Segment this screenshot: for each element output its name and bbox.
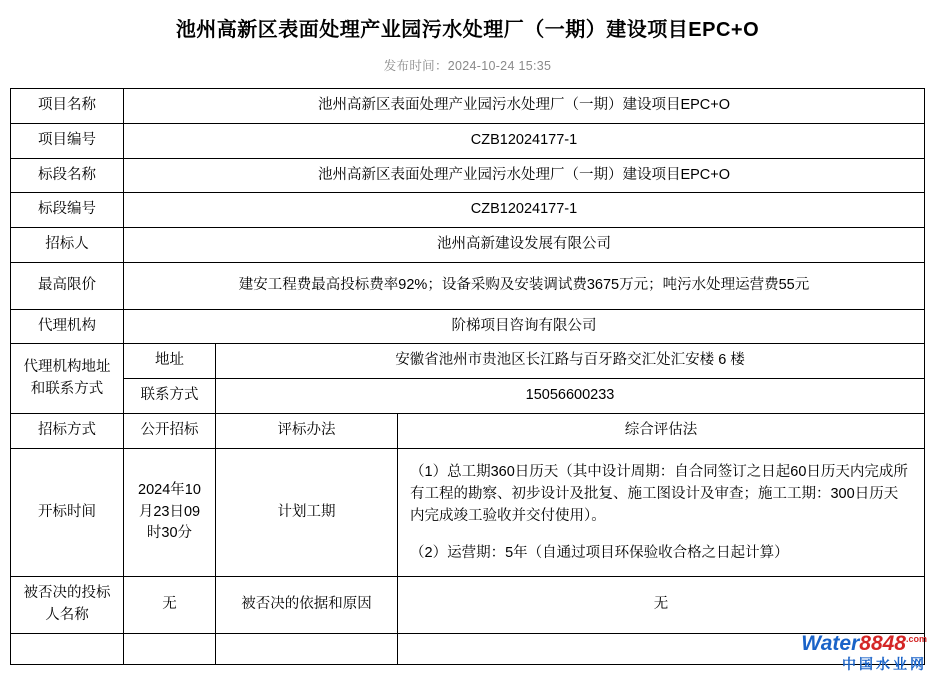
eval-method-value: 综合评估法 xyxy=(398,413,925,448)
rejected-bidder-label: 被否决的投标人名称 xyxy=(11,577,124,634)
section-number-value: CZB12024177-1 xyxy=(124,193,925,228)
tenderee-label: 招标人 xyxy=(11,228,124,263)
watermark-word-water: Water xyxy=(801,631,860,655)
agency-label: 代理机构 xyxy=(11,309,124,344)
project-name-value: 池州高新区表面处理产业园污水处理厂（一期）建设项目EPC+O xyxy=(124,89,925,124)
agency-value: 阶梯项目咨询有限公司 xyxy=(124,309,925,344)
plan-duration-value xyxy=(398,448,925,577)
page-title: 池州高新区表面处理产业园污水处理厂（一期）建设项目EPC+O xyxy=(175,19,760,41)
section-name-value: 池州高新区表面处理产业园污水处理厂（一期）建设项目EPC+O xyxy=(124,158,925,193)
table-row xyxy=(11,379,925,414)
table-row xyxy=(11,633,925,664)
plan-duration-paragraph-1: （1）总工期360日历天（其中设计周期：自合同签订之日起60日历天内完成所有工程的勘察、初步设计及批复、施工图设计及审查；施工工期：300日历天内完成竣工验收并交付使用）。 xyxy=(410,463,908,525)
rejected-reason-label: 被否决的依据和原因 xyxy=(216,577,398,634)
tender-info-table xyxy=(10,88,925,665)
watermark-domain-suffix: .com xyxy=(905,633,927,644)
rejected-reason-value: 无 xyxy=(398,577,925,634)
open-time-label: 开标时间 xyxy=(11,448,124,577)
agency-address-label: 地址 xyxy=(124,344,216,379)
plan-duration-paragraph-2: （2）运营期：5年（自通过项目环保验收合格之日起计算） xyxy=(410,544,789,561)
table-row xyxy=(11,448,925,577)
project-number-label: 项目编号 xyxy=(11,123,124,158)
table-row xyxy=(11,158,925,193)
table-row xyxy=(11,228,925,263)
project-number-value: CZB12024177-1 xyxy=(124,123,925,158)
section-name-label: 标段名称 xyxy=(11,158,124,193)
table-row xyxy=(11,577,925,634)
empty-cell-sub xyxy=(124,633,216,664)
watermark-site-name: 中国水业网 xyxy=(842,655,927,672)
rejected-bidder-value: 无 xyxy=(124,577,216,634)
eval-method-label: 评标办法 xyxy=(216,413,398,448)
agency-contact-method-value: 15056600233 xyxy=(216,379,925,414)
empty-cell-value xyxy=(398,633,925,664)
agency-contact-method-label: 联系方式 xyxy=(124,379,216,414)
table-row xyxy=(11,309,925,344)
section-number-label: 标段编号 xyxy=(11,193,124,228)
agency-address-value: 安徽省池州市贵池区长江路与百牙路交汇处汇安楼 6 楼 xyxy=(216,344,925,379)
table-row xyxy=(11,89,925,124)
empty-cell-label xyxy=(11,633,124,664)
agency-contact-label: 代理机构地址和联系方式 xyxy=(11,344,124,414)
open-time-value: 2024年10月23日09时30分 xyxy=(124,448,216,577)
publish-time: 发布时间：2024-10-24 15:35 xyxy=(383,59,552,73)
max-price-value: 建安工程费最高投标费率92%；设备采购及安装调试费3675万元；吨污水处理运营费55元 xyxy=(124,262,925,309)
table-row xyxy=(11,344,925,379)
table-row xyxy=(11,193,925,228)
table-row xyxy=(11,413,925,448)
watermark-word-number: 8848 xyxy=(859,631,906,655)
plan-duration-label: 计划工期 xyxy=(216,448,398,577)
empty-cell-mid xyxy=(216,633,398,664)
table-row xyxy=(11,262,925,309)
max-price-label: 最高限价 xyxy=(11,262,124,309)
table-row xyxy=(11,123,925,158)
project-name-label: 项目名称 xyxy=(11,89,124,124)
tenderee-value: 池州高新建设发展有限公司 xyxy=(124,228,925,263)
tender-method-label: 招标方式 xyxy=(11,413,124,448)
tender-method-value: 公开招标 xyxy=(124,413,216,448)
